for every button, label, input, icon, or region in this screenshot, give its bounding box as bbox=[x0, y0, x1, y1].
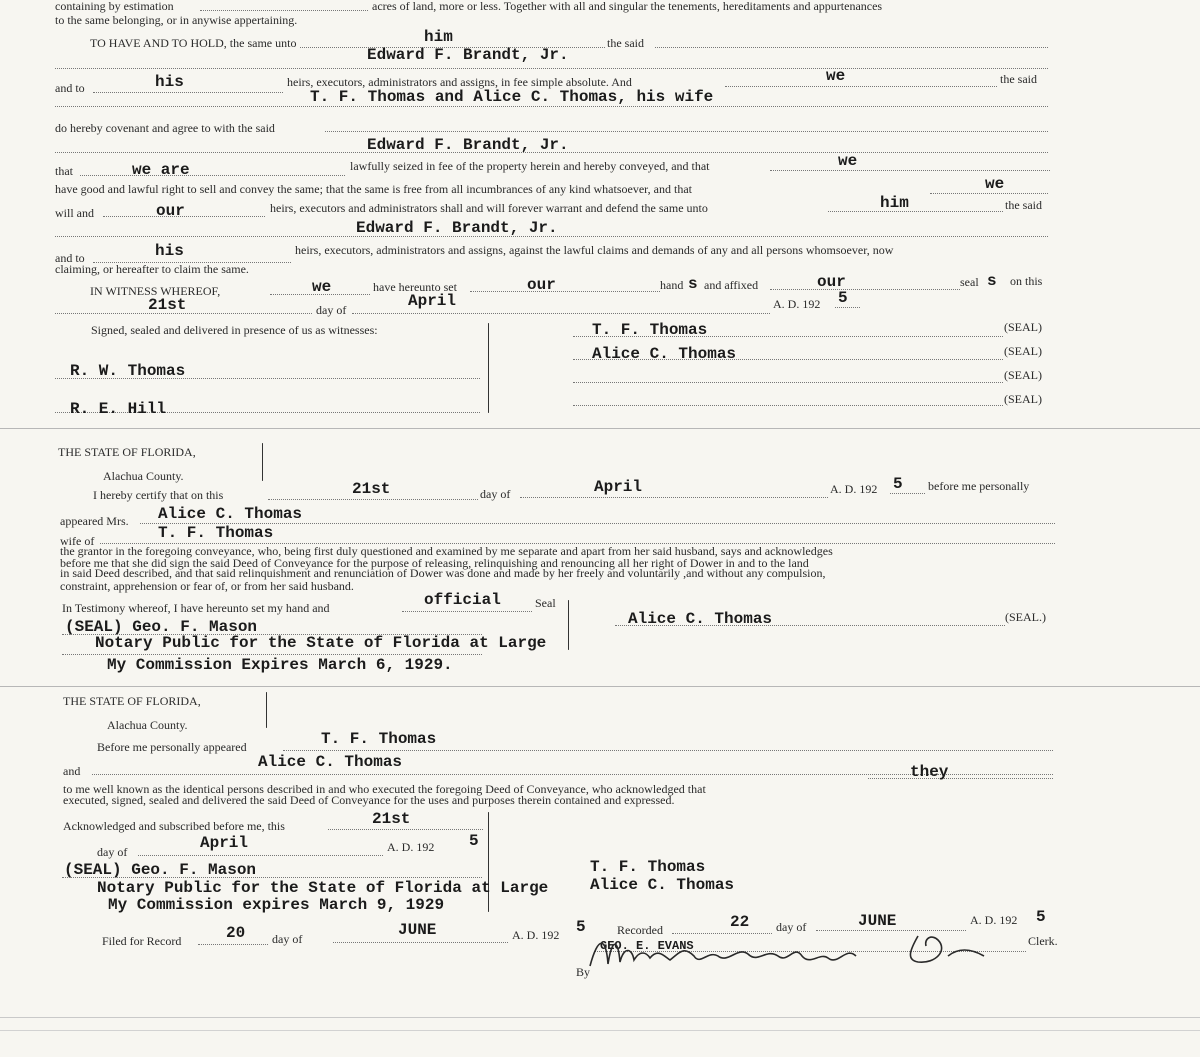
dower-text-4: constraint, apprehension or fear of, or from her said husband. bbox=[60, 579, 354, 593]
recorded-ad: A. D. 192 bbox=[970, 913, 1018, 927]
we-2: we bbox=[838, 152, 858, 170]
ack-state: THE STATE OF FLORIDA, bbox=[63, 694, 201, 708]
that: that bbox=[55, 164, 73, 178]
ack-signer-2: Alice C. Thomas bbox=[590, 876, 735, 894]
our: our bbox=[156, 202, 185, 220]
witness-day-of: day of bbox=[316, 303, 347, 317]
ack-name-1: T. F. Thomas bbox=[321, 730, 437, 748]
ack-county: Alachua County. bbox=[107, 718, 188, 732]
witness-our: our bbox=[527, 276, 556, 294]
dower-notary-name: (SEAL) Geo. F. Mason bbox=[65, 618, 258, 636]
wife-of: wife of bbox=[60, 534, 95, 548]
we: we bbox=[826, 67, 846, 85]
dower-text-1: the grantor in the foregoing conveyance, who, being first duly questioned and examined by me separate and apart from her said husband, says and acknowledges bbox=[60, 544, 833, 558]
will-and: will and bbox=[55, 206, 94, 220]
him-2: him bbox=[880, 194, 909, 212]
dower-husband: T. F. Thomas bbox=[158, 524, 274, 542]
we-are: we are bbox=[132, 161, 190, 179]
clerk-label: Clerk. bbox=[1028, 934, 1058, 948]
seal-label-4: (SEAL) bbox=[1004, 392, 1042, 406]
ack-notary-title: Notary Public for the State of Florida at Large bbox=[97, 879, 549, 897]
claiming-text: claiming, or hereafter to claim the same. bbox=[55, 262, 249, 276]
the-said-2: the said bbox=[1000, 72, 1037, 86]
dower-notary-title: Notary Public for the State of Florida at Large bbox=[95, 634, 547, 652]
against-text: heirs, executors, administrators and assigns, against the lawful claims and demands of any and all persons whomsoever, now bbox=[295, 243, 894, 257]
warrant-text: heirs, executors and administrators shall and will forever warrant and defend the same unto bbox=[270, 201, 708, 215]
signer-2-name: Alice C. Thomas bbox=[592, 345, 737, 363]
dower-signer: Alice C. Thomas bbox=[628, 610, 773, 628]
grantors-names: T. F. Thomas and Alice C. Thomas, his wife bbox=[310, 88, 714, 106]
testimony-text: In Testimony whereof, I have hereunto set my hand and bbox=[62, 601, 330, 615]
heirs-text: heirs, executors, administrators and assigns, in fee simple absolute. And bbox=[287, 75, 632, 89]
recorded-year: 5 bbox=[1036, 908, 1046, 926]
filed-month: JUNE bbox=[398, 921, 437, 939]
seal-label-2: (SEAL) bbox=[1004, 344, 1042, 358]
recorded-day-of: day of bbox=[776, 920, 807, 934]
ack-ad: A. D. 192 bbox=[387, 840, 435, 854]
grantee-name-2: Edward F. Brandt, Jr. bbox=[367, 136, 569, 154]
dc-label bbox=[1000, 1000, 1017, 1014]
deputy-clerk-signature bbox=[588, 926, 1008, 976]
on-this: on this bbox=[1010, 274, 1043, 288]
filed-ad: A. D. 192 bbox=[512, 928, 560, 942]
habendum-the-said: the said bbox=[607, 36, 644, 50]
dower-commission: My Commission Expires March 6, 1929. bbox=[107, 656, 453, 674]
hand-s: s bbox=[688, 275, 698, 293]
ack-and: and bbox=[63, 764, 81, 778]
by-label: By bbox=[576, 965, 591, 979]
dower-seal: (SEAL.) bbox=[1005, 610, 1046, 624]
grantee-name: Edward F. Brandt, Jr. bbox=[367, 46, 569, 64]
his-2: his bbox=[155, 242, 184, 260]
official: official bbox=[424, 591, 501, 609]
seal-s: s bbox=[987, 272, 997, 290]
ack-they: they bbox=[910, 763, 949, 781]
we-3: we bbox=[985, 175, 1005, 193]
filed-day: 20 bbox=[226, 924, 246, 942]
grantee-name-3: Edward F. Brandt, Jr. bbox=[356, 219, 558, 237]
habendum-him: him bbox=[424, 28, 453, 46]
the-said-3: the said bbox=[1005, 198, 1042, 212]
ack-commission: My Commission expires March 9, 1929 bbox=[108, 896, 445, 914]
and-affixed: and affixed bbox=[704, 278, 759, 292]
dower-text-2: before me that she did sign the said Deed of Conveyance for the purpose of releasing, relinquishing and renouncing all her right of Dower in and to the land bbox=[60, 556, 809, 570]
seal-word-2: Seal bbox=[535, 596, 556, 610]
dower-wife-name: Alice C. Thomas bbox=[158, 505, 303, 523]
filed-day-of: day of bbox=[272, 932, 303, 946]
preamble-line2: to the same belonging, or in anywise appertaining. bbox=[55, 13, 298, 27]
signer-1-name: T. F. Thomas bbox=[592, 321, 708, 339]
ack-known: to me well known as the identical persons described in and who executed the foregoing Deed of Conveyance, who acknowledged that bbox=[63, 782, 706, 796]
witness-month: April bbox=[408, 292, 457, 310]
witness-1-name: R. W. Thomas bbox=[70, 362, 186, 380]
have-set: have hereunto set bbox=[373, 280, 457, 294]
witness-our-2: our bbox=[817, 273, 846, 291]
preamble-line1: containing by estimation bbox=[55, 0, 174, 13]
witness-ad: A. D. 192 bbox=[773, 297, 821, 311]
dower-state: THE STATE OF FLORIDA, bbox=[58, 445, 196, 459]
ack-executed: executed, signed, sealed and delivered the said Deed of Conveyance for the uses and purposes therein contained and expressed. bbox=[63, 793, 675, 807]
witness-year: 5 bbox=[838, 289, 848, 307]
recorded-day: 22 bbox=[730, 913, 750, 931]
clerk-name: GEO. E. EVANS bbox=[600, 939, 694, 953]
appeared-mrs: appeared Mrs. bbox=[60, 514, 129, 528]
filed-label: Filed for Record bbox=[102, 934, 182, 948]
dower-month: April bbox=[594, 478, 643, 496]
and-to: and to bbox=[55, 81, 85, 95]
dower-day: 21st bbox=[352, 480, 391, 498]
seal-label-3: (SEAL) bbox=[1004, 368, 1042, 382]
seal-word: seal bbox=[960, 275, 979, 289]
witness-we: we bbox=[312, 278, 332, 296]
seal-label-1: (SEAL) bbox=[1004, 320, 1042, 334]
dower-before: before me personally bbox=[928, 479, 1030, 493]
preamble-line1b: acres of land, more or less. Together with all and singular the tenements, hereditaments and appurtenances bbox=[372, 0, 883, 13]
ack-subscribed: Acknowledged and subscribed before me, this bbox=[63, 819, 285, 833]
dower-year: 5 bbox=[893, 475, 903, 493]
ack-notary-name: (SEAL) Geo. F. Mason bbox=[64, 861, 257, 879]
dower-certify: I hereby certify that on this bbox=[93, 488, 224, 502]
ack-before: Before me personally appeared bbox=[97, 740, 247, 754]
hand: hand bbox=[660, 278, 684, 292]
ack-year: 5 bbox=[469, 832, 479, 850]
recorded-label: Recorded bbox=[617, 923, 663, 937]
ack-day-of: day of bbox=[97, 845, 128, 859]
dower-ad: A. D. 192 bbox=[830, 482, 878, 496]
signed-sealed-label: Signed, sealed and delivered in presence of us as witnesses: bbox=[91, 323, 378, 337]
witness-day: 21st bbox=[148, 296, 187, 314]
recorded-month: JUNE bbox=[858, 912, 897, 930]
dower-county: Alachua County. bbox=[103, 469, 184, 483]
ack-month: April bbox=[200, 834, 249, 852]
ack-name-2: Alice C. Thomas bbox=[258, 753, 403, 771]
seized-text: lawfully seized in fee of the property herein and hereby conveyed, and that bbox=[350, 159, 710, 173]
covenant-text: do hereby covenant and agree to with the said bbox=[55, 121, 275, 135]
have-good-text: have good and lawful right to sell and convey the same; that the same is free from all incumbrances of any kind whatsoever, and that bbox=[55, 182, 692, 196]
ack-signer-1: T. F. Thomas bbox=[590, 858, 706, 876]
habendum-label: TO HAVE AND TO HOLD, the same unto bbox=[90, 36, 297, 50]
ack-day: 21st bbox=[372, 810, 411, 828]
dower-day-of: day of bbox=[480, 487, 511, 501]
and-to-2: and to bbox=[55, 251, 85, 265]
dower-text-3: in said Deed described, and that said relinquishment and renunciation of Dower was done and made by her freely and voluntarily ,and without any compulsion, bbox=[60, 566, 826, 580]
witness-2-name: R. E. Hill bbox=[70, 400, 167, 418]
filed-year: 5 bbox=[576, 918, 586, 936]
witness-label: IN WITNESS WHEREOF, bbox=[90, 284, 221, 298]
his: his bbox=[155, 73, 184, 91]
